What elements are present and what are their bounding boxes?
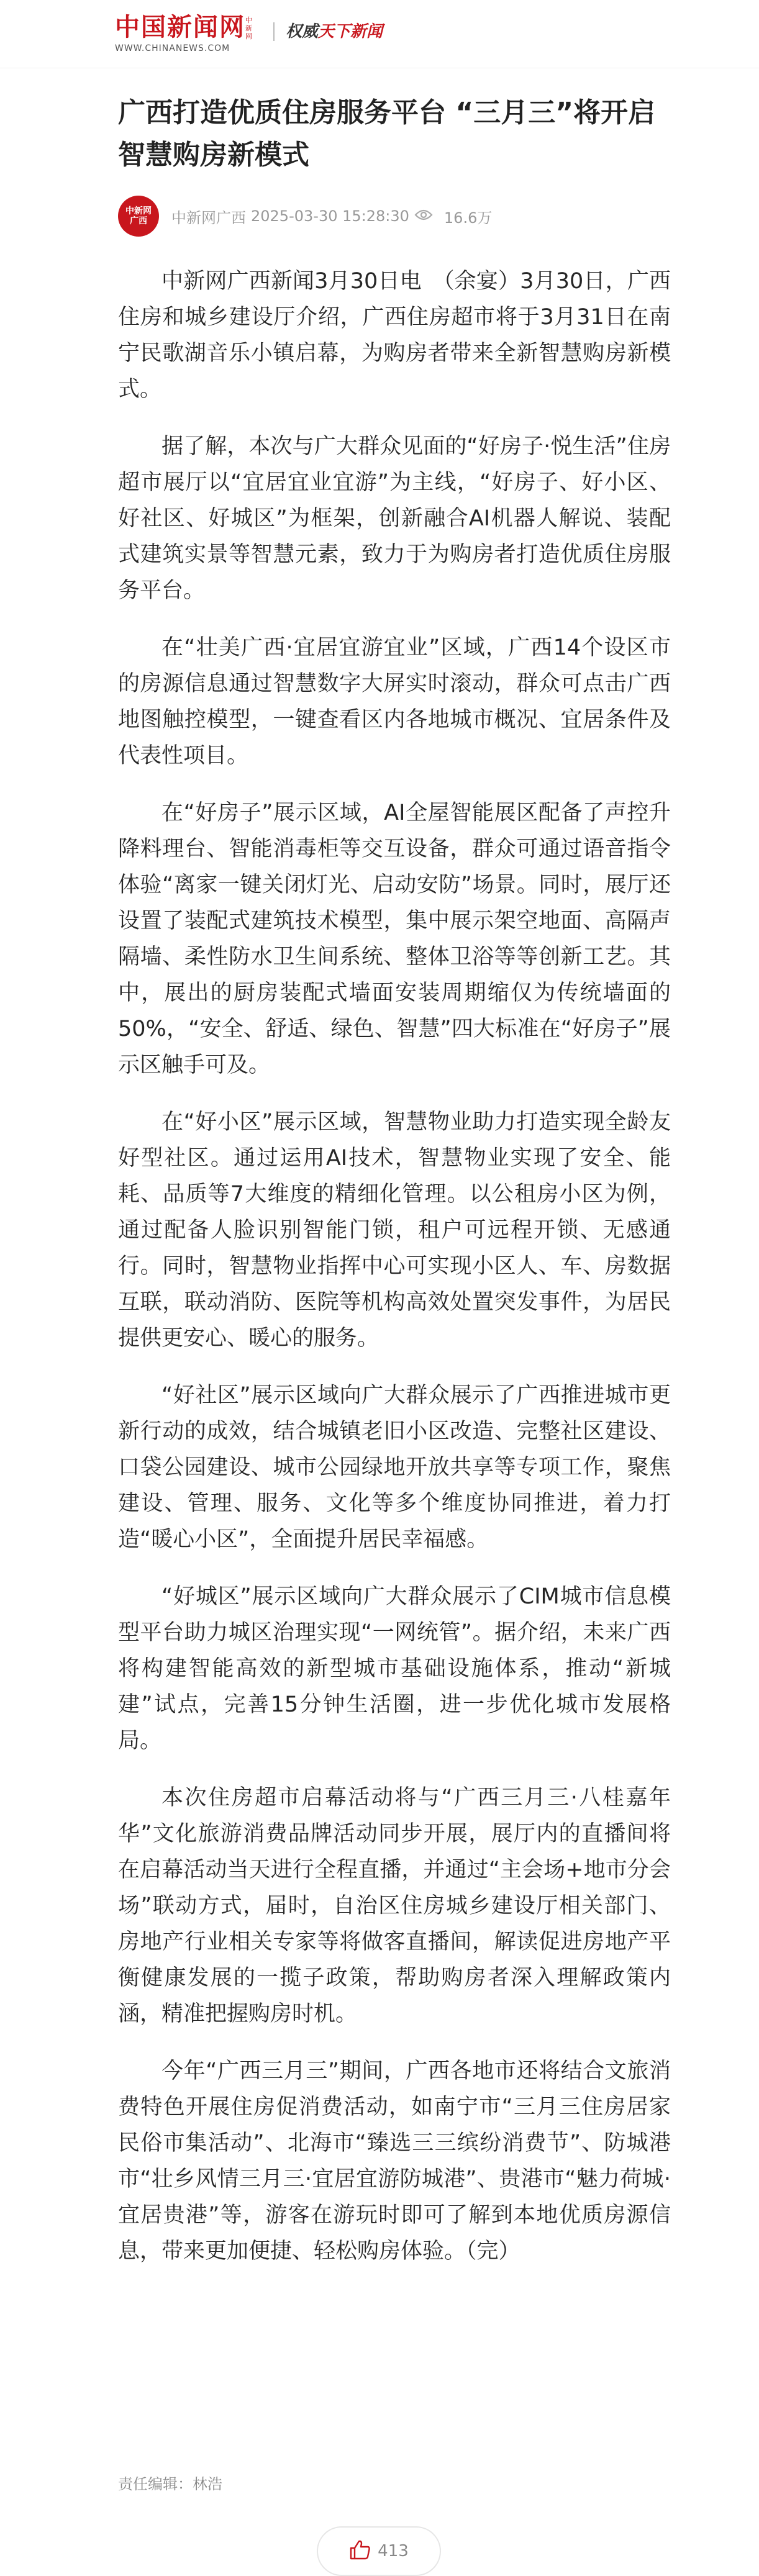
article-meta [118, 194, 492, 238]
responsible-editor: 责任编辑：林浩 [118, 2475, 222, 2493]
paragraph: 今年“广西三月三”期间，广西各地市还将结合文旅消费特色开展住房促消费活动，如南宁市“三月三住房居家民俗市集活动”、北海市“臻选三三缤纷消费节”、防城港市“壮乡风情三月三·宜居宜游防城港”、贵港市“魅力荷城·宜居贵港”等，游客在游玩时即可了解到本地优质房源信息，带来更加便捷、轻松购房体验。（完） [118, 2059, 671, 2264]
logo-small-text: 中新网 [245, 16, 252, 40]
avatar-line1: 中新网 [125, 206, 152, 216]
like-count: 413 [378, 2542, 409, 2560]
paragraph: 中新网广西新闻3月30日电 （余宴）3月30日，广西住房和城乡建设厅介绍，广西住房超市将于3月31日在南宁民歌湖音乐小镇启幕，为购房者带来全新智慧购房新模式。 [118, 269, 671, 402]
meta-text [171, 206, 492, 227]
eye-icon [414, 207, 433, 225]
paragraph: 在“好小区”展示区域，智慧物业助力打造实现全龄友好型社区。通过运用AI技术，智慧物业实现了安全、能耗、品质等7大维度的精细化管理。以公租房小区为例，通过配备人脸识别智能门锁，租户可远程开锁、无感通行。同时，智慧物业指挥中心可实现小区人、车、房数据互联，联动消防、医院等机构高效处置突发事件，为居民提供更安心、暖心的服务。 [118, 1110, 671, 1351]
paragraph: “好社区”展示区域向广大群众展示了广西推进城市更新行动的成效，结合城镇老旧小区改造、完整社区建设、口袋公园建设、城市公园绿地开放共享等专项工作，聚焦建设、管理、服务、文化等多个维度协同推进，着力打造“暖心小区”，全面提升居民幸福感。 [118, 1383, 671, 1552]
thumbs-up-icon [349, 2539, 371, 2563]
slogan-prefix: 权威 [286, 22, 319, 41]
paragraph: 据了解，本次与广大群众见面的“好房子·悦生活”住房超市展厅以“宜居宜业宜游”为主线，“好房子、好小区、好社区、好城区”为框架，创新融合AI机器人解说、装配式建筑实景等智慧元素，致力于为购房者打造优质住房服务平台。 [118, 434, 671, 603]
site-slogan [286, 19, 383, 42]
site-header [0, 0, 759, 68]
logo-url: WWW.CHINANEWS.COM [115, 43, 230, 53]
article-source: 中新网广西 [171, 209, 246, 227]
slogan-accent: 天下新闻 [318, 22, 383, 41]
paragraph: “好城区”展示区域向广大群众展示了CIM城市信息模型平台助力城区治理实现“一网统管”。据介绍，未来广西将构建智能高效的新型城市基础设施体系，推动“新城建”试点，完善15分钟生活圈，进一步优化城市发展格局。 [118, 1584, 671, 1753]
article-body [118, 263, 671, 2290]
header-divider [273, 22, 275, 41]
paragraph: 在“壮美广西·宜居宜游宜业”区域，广西14个设区市的房源信息通过智慧数字大屏实时滚动，群众可点击广西地图触控模型，一键查看区内各地城市概况、宜居条件及代表性项目。 [118, 635, 671, 768]
avatar-line2: 广西 [130, 216, 147, 226]
paragraph: 在“好房子”展示区域，AI全屋智能展区配备了声控升降料理台、智能消毒柜等交互设备，群众可通过语音指令体验“离家一键关闭灯光、启动安防”场景。同时，展厅还设置了装配式建筑技术模型，集中展示架空地面、高隔声隔墙、柔性防水卫生间系统、整体卫浴等等创新工艺。其中，展出的厨房装配式墙面安装周期缩仅为传统墙面的50%，“安全、舒适、绿色、智慧”四大标准在“好房子”展示区触手可及。 [118, 800, 671, 1077]
logo-text: 中国新闻网 [115, 12, 245, 42]
article-datetime: 2025-03-30 15:28:30 [251, 207, 409, 225]
site-logo[interactable] [115, 12, 258, 62]
source-avatar[interactable] [118, 196, 159, 237]
like-button[interactable] [317, 2526, 441, 2576]
article-title: 广西打造优质住房服务平台 “三月三”将开启智慧购房新模式 [118, 97, 656, 171]
view-count: 16.6万 [443, 209, 493, 227]
paragraph: 本次住房超市启幕活动将与“广西三月三·八桂嘉年华”文化旅游消费品牌活动同步开展，展厅内的直播间将在启幕活动当天进行全程直播，并通过“主会场+地市分会场”联动方式，届时，自治区住房城乡建设厅相关部门、房地产行业相关专家等将做客直播间，解读促进房地产平衡健康发展的一揽子政策，帮助购房者深入理解政策内涵，精准把握购房时机。 [118, 1785, 671, 2026]
